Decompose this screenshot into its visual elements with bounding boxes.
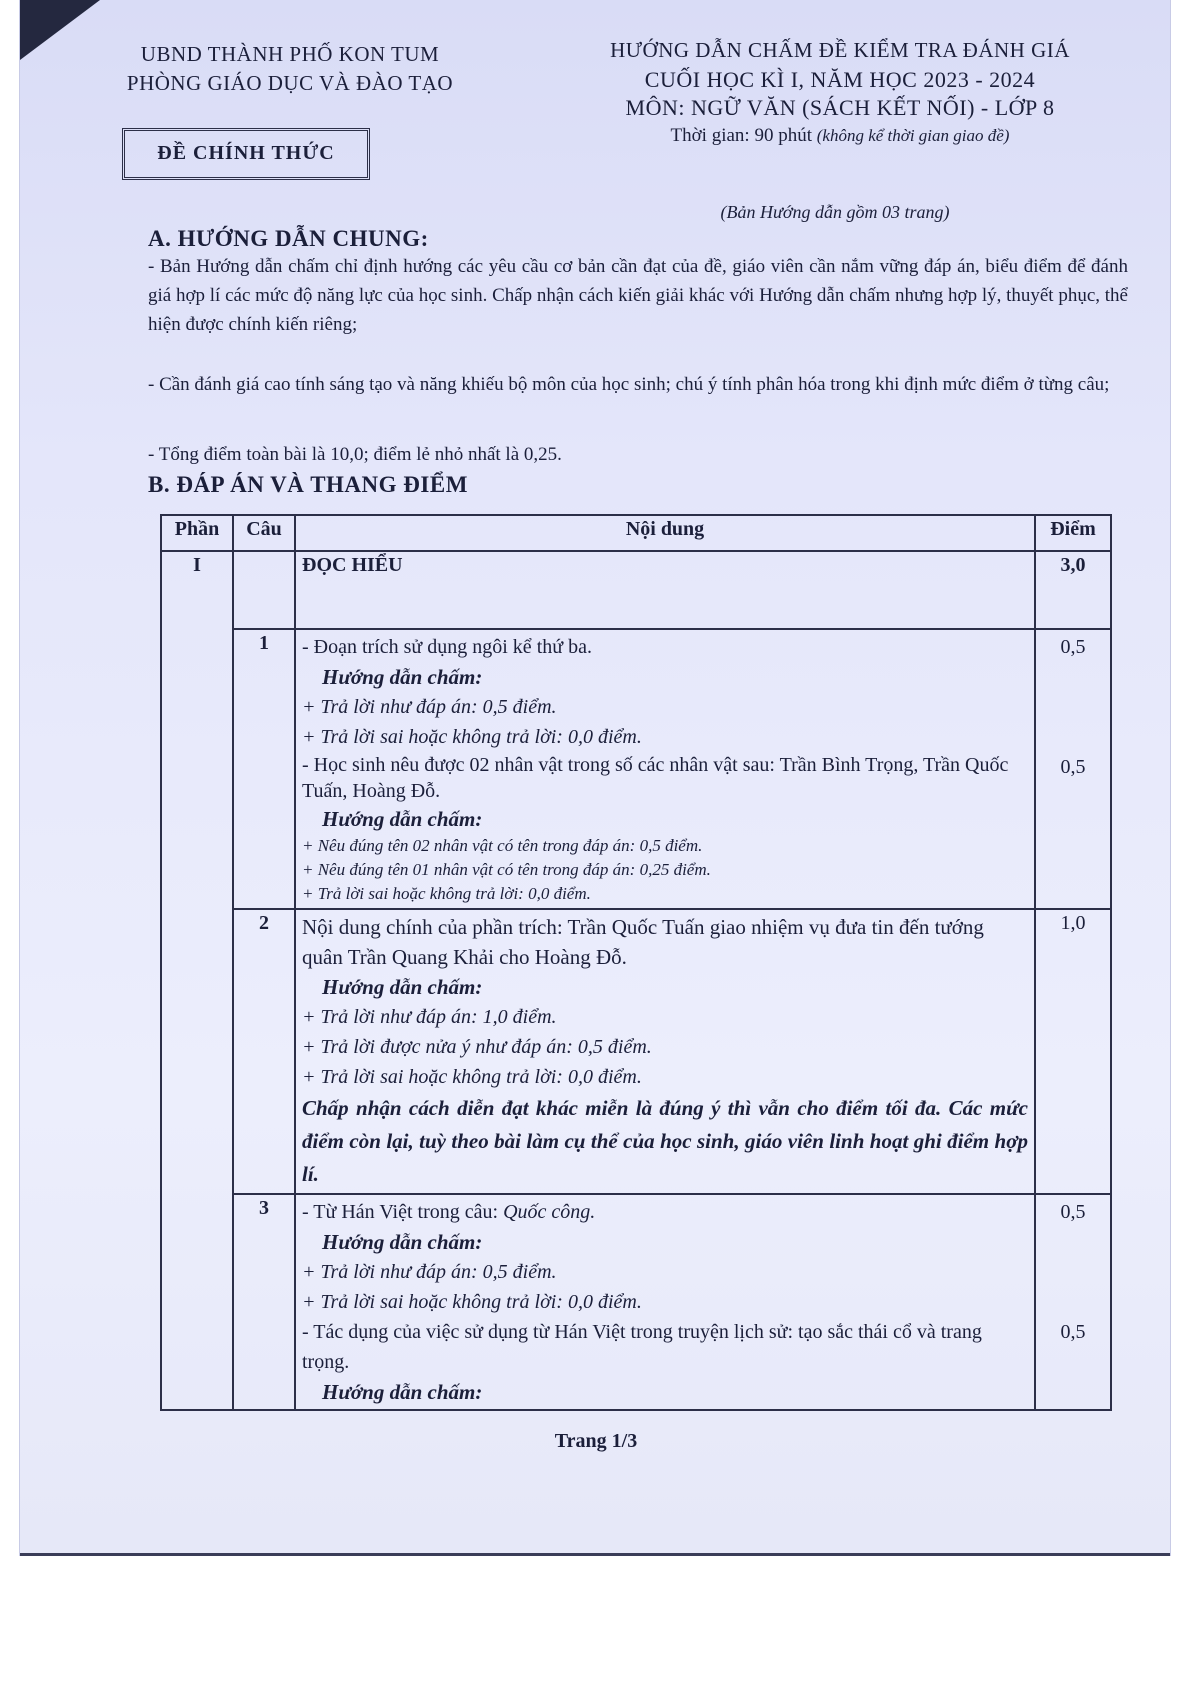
q1-score-2: 0,5 xyxy=(1060,756,1086,778)
q3-scores xyxy=(1035,1194,1111,1410)
answer-table xyxy=(160,514,1112,1411)
q2-guide-2: + Trả lời được nửa ý như đáp án: 0,5 điểm. xyxy=(302,1036,652,1058)
q1-score-1: 0,5 xyxy=(1060,636,1086,658)
q1-guide-2: + Trả lời sai hoặc không trả lời: 0,0 điểm. xyxy=(302,726,642,748)
doc-title-line2: CUỐI HỌC KÌ I, NĂM HỌC 2023 - 2024 xyxy=(644,67,1036,92)
q1-content xyxy=(295,629,1035,909)
section-a-para-2: - Cần đánh giá cao tính sáng tạo và năng khiếu bộ môn của học sinh; chú ý tính phân hóa trong khi định mức điểm ở từng câu; xyxy=(148,374,1110,395)
q2-answer: Nội dung chính của phần trích: Trần Quốc Tuấn giao nhiệm vụ đưa tin đến tướng quân Trần Quang Khải cho Hoàng Đỗ. xyxy=(302,915,984,969)
table-row-q3 xyxy=(161,1194,1111,1410)
part-number: I xyxy=(161,551,233,1410)
section-b-title: B. ĐÁP ÁN VÀ THANG ĐIỂM xyxy=(148,472,468,497)
q1-guide-3: + Nêu đúng tên 02 nhân vật có tên trong đáp án: 0,5 điểm. xyxy=(302,836,703,855)
table-row-q1 xyxy=(161,629,1111,909)
pages-note: (Bản Hướng dẫn gồm 03 trang) xyxy=(720,202,950,222)
q2-guide-heading: Hướng dẫn chấm: xyxy=(322,975,483,999)
col-header-phan: Phần xyxy=(161,515,233,551)
time-label: Thời gian: 90 phút xyxy=(670,125,812,146)
q3-answer-1-word: Quốc công. xyxy=(503,1201,596,1223)
header-left xyxy=(80,42,500,96)
section-a-title: A. HƯỚNG DẪN CHUNG: xyxy=(148,226,429,251)
table-row-q2 xyxy=(161,909,1111,1194)
question-number: 3 xyxy=(233,1194,295,1410)
table-row-part1 xyxy=(161,551,1111,629)
q3-answer-1-prefix: - Từ Hán Việt trong câu: xyxy=(302,1201,504,1223)
doc-title-line1: HƯỚNG DẪN CHẤM ĐỀ KIỂM TRA ĐÁNH GIÁ xyxy=(610,38,1070,62)
q1-guide-1: + Trả lời như đáp án: 0,5 điểm. xyxy=(302,696,557,718)
q2-score: 1,0 xyxy=(1035,909,1111,1194)
paper-bottom-edge xyxy=(20,1553,1170,1556)
part-score: 3,0 xyxy=(1035,551,1111,629)
q3-content xyxy=(295,1194,1035,1410)
part-title: ĐỌC HIỂU xyxy=(295,551,1035,629)
q2-guide-1: + Trả lời như đáp án: 1,0 điểm. xyxy=(302,1006,557,1028)
q3-answer-2: - Tác dụng của việc sử dụng từ Hán Việt trong truyện lịch sử: tạo sắc thái cổ và trang trọng. xyxy=(302,1321,982,1373)
col-header-cau: Câu xyxy=(233,515,295,551)
page-number: Trang 1/3 xyxy=(554,1430,638,1452)
time-note: (không kể thời gian giao đề) xyxy=(816,126,1010,145)
q3-score-1: 0,5 xyxy=(1060,1201,1086,1223)
q1-guide-4: + Nêu đúng tên 01 nhân vật có tên trong đáp án: 0,25 điểm. xyxy=(302,860,711,879)
col-header-diem: Điểm xyxy=(1035,515,1111,551)
q3-guide-heading-2: Hướng dẫn chấm: xyxy=(322,1380,483,1404)
col-header-noidung: Nội dung xyxy=(295,515,1035,551)
q3-guide-1: + Trả lời như đáp án: 0,5 điểm. xyxy=(302,1261,557,1283)
q3-guide-2: + Trả lời sai hoặc không trả lời: 0,0 điểm. xyxy=(302,1291,642,1313)
q1-answer-1: - Đoạn trích sử dụng ngôi kể thứ ba. xyxy=(302,636,592,658)
q2-content xyxy=(295,909,1035,1194)
q1-guide-heading-2: Hướng dẫn chấm: xyxy=(322,807,483,831)
section-a-para-3: - Tổng điểm toàn bài là 10,0; điểm lẻ nhỏ nhất là 0,25. xyxy=(148,444,562,465)
q1-answer-2: - Học sinh nêu được 02 nhân vật trong số các nhân vật sau: Trần Bình Trọng, Trần Quốc Tuấn, Hoàng Đỗ. xyxy=(302,754,1009,802)
q1-guide-5: + Trả lời sai hoặc không trả lời: 0,0 điểm. xyxy=(302,884,591,903)
header-right xyxy=(520,38,1160,147)
question-number: 2 xyxy=(233,909,295,1194)
authority-name: UBND THÀNH PHỐ KON TUM xyxy=(140,42,440,66)
time-line xyxy=(520,125,1160,147)
q3-guide-heading-1: Hướng dẫn chấm: xyxy=(322,1230,483,1254)
q3-score-2: 0,5 xyxy=(1060,1321,1086,1343)
department-name: PHÒNG GIÁO DỤC VÀ ĐÀO TẠO xyxy=(126,71,454,95)
q2-guide-3: + Trả lời sai hoặc không trả lời: 0,0 điểm. xyxy=(302,1066,642,1088)
q3-answer-1 xyxy=(302,1197,1028,1227)
section-a-para-1: - Bản Hướng dẫn chấm chỉ định hướng các yêu cầu cơ bản cần đạt của đề, giáo viên cần nắm vững đáp án, biểu điểm để đánh giá hợp lí các mức độ năng lực của học sinh. Chấp nhận cách kiến giải khác với Hướng dẫn chấm nhưng hợp lý, thuyết phục, thể hiện được chính kiến riêng; xyxy=(148,256,1128,335)
table-header-row xyxy=(161,515,1111,551)
q1-scores xyxy=(1035,629,1111,909)
question-number: 1 xyxy=(233,629,295,909)
q2-note: Chấp nhận cách diễn đạt khác miễn là đúng ý thì vẫn cho điểm tối đa. Các mức điểm còn lại, tuỳ theo bài làm cụ thể của học sinh, giáo viên linh hoạt ghi điểm hợp lí. xyxy=(302,1096,1028,1186)
doc-title-line3: MÔN: NGỮ VĂN (SÁCH KẾT NỐI) - LỚP 8 xyxy=(625,95,1055,120)
q1-guide-heading-1: Hướng dẫn chấm: xyxy=(322,665,483,689)
official-badge: ĐỀ CHÍNH THỨC xyxy=(122,128,370,180)
empty-cell xyxy=(233,551,295,629)
